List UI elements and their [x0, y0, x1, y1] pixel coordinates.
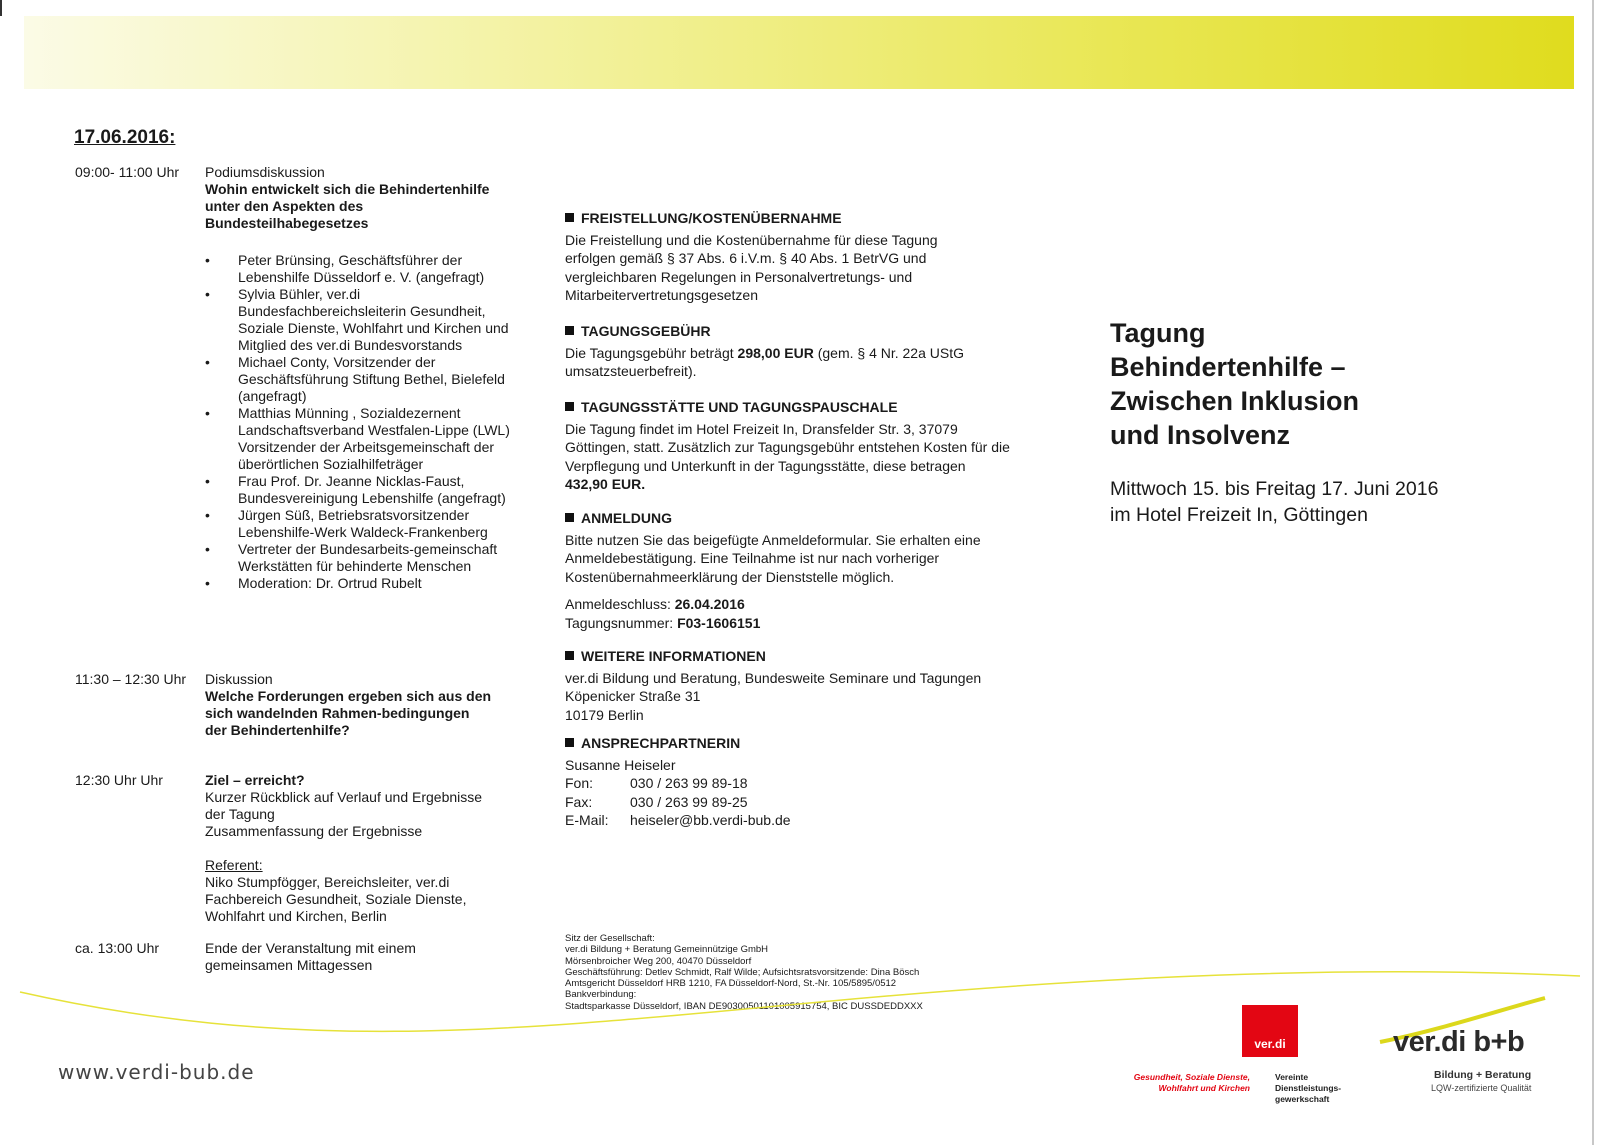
session-end: Ende der Veranstaltung mit einem gemeinsamen Mittagessen — [205, 940, 416, 973]
square-bullet-icon — [565, 213, 574, 222]
session-text: Kurzer Rückblick auf Verlauf und Ergebnisse der Tagung — [205, 789, 483, 822]
session-kind: Diskussion — [205, 671, 273, 687]
bb-tagline: Bildung + Beratung — [1434, 1069, 1532, 1081]
deadline: 26.04.2016 — [674, 596, 745, 612]
speaker-list — [205, 252, 515, 592]
session-time: ca. 13:00 Uhr — [75, 940, 160, 956]
footer-swoosh — [0, 950, 1600, 1060]
session-title: Wohin entwickelt sich die Behindertenhilfe unter den Aspekten des Bundesteilhabegesetzes — [205, 181, 490, 231]
square-bullet-icon — [565, 651, 574, 660]
list-item: • Michael Conty, Vorsitzender der Geschäftsführung Stiftung Bethel, Bielefeld (angefragt) — [205, 354, 515, 405]
section-heading: ANMELDUNG — [581, 510, 672, 526]
session-time: 12:30 Uhr Uhr — [75, 772, 163, 788]
section-text: Bitte nutzen Sie das beigefügte Anmeldeformular. Sie erhalten eine Anmeldebestätigung. Eine Teilnahme ist nur nach vorheriger Kostenübernahmeerklärung der Dienststelle möglich. — [565, 531, 981, 585]
phone: 030 / 263 99 89-18 — [630, 775, 748, 791]
section-heading: ANSPRECHPARTNERIN — [581, 735, 741, 751]
section-freistellung — [565, 209, 1025, 305]
referent-text: Niko Stumpfögger, Bereichsleiter, ver.di Fachbereich Gesundheit, Soziale Dienste, Wohlfahrt und Kirchen, Berlin — [205, 874, 467, 924]
list-item: • Vertreter der Bundesarbeits-gemeinschaft Werkstätten für behinderte Menschen — [205, 541, 515, 575]
session-kind: Podiumsdiskussion — [205, 164, 325, 180]
session-podium — [205, 164, 505, 232]
square-bullet-icon — [565, 402, 574, 411]
bb-certification: LQW-zertifizierte Qualität — [1431, 1083, 1532, 1093]
section-heading: TAGUNGSGEBÜHR — [581, 323, 711, 339]
verdi-union-name: Vereinte Dienstleistungs- gewerkschaft — [1275, 1072, 1342, 1104]
scan-edge-left — [0, 0, 2, 16]
square-bullet-icon — [565, 326, 574, 335]
list-item: • Moderation: Dr. Ortrud Rubelt — [205, 575, 515, 592]
event-number: F03-1606151 — [677, 614, 761, 631]
email-link[interactable]: heiseler@bb.verdi-bub.de — [630, 812, 791, 828]
list-item: • Matthias Münning , Sozialdezernent Landschaftsverband Westfalen-Lippe (LWL) Vorsitzender der Arbeitsgemeinschaft der überörtlichen Sozialhilfeträger — [205, 405, 515, 473]
fee-amount: 298,00 EUR — [737, 344, 814, 361]
list-item: • Jürgen Süß, Betriebsratsvorsitzender Lebenshilfe-Werk Waldeck-Frankenberg — [205, 507, 515, 541]
session-discussion — [205, 671, 495, 739]
section-heading: WEITERE INFORMATIONEN — [581, 648, 766, 664]
section-weitere: WEITERE INFORMATIONEN ver.di Bildung und Beratung, Bundesweite Seminare und Tagungen Köpenicker Straße 31 10179 Berlin — [565, 648, 982, 723]
agenda-date: 17.06.2016: — [74, 127, 176, 148]
session-title: Welche Forderungen ergeben sich aus den sich wandelnden Rahmen-bedingungen der Behindertenhilfe? — [205, 688, 492, 738]
contact-name: Susanne Heiseler — [565, 756, 676, 773]
list-item: • Sylvia Bühler, ver.di Bundesfachbereichsleiterin Gesundheit, Soziale Dienste, Wohlfahrt und Kirchen und Mitglied des ver.di Bundesvorstands — [205, 286, 515, 354]
session-goal — [205, 772, 505, 925]
website-link[interactable]: www.verdi-bub.de — [58, 1060, 255, 1084]
square-bullet-icon — [565, 738, 574, 747]
session-time: 09:00- 11:00 Uhr — [75, 164, 180, 180]
session-title: Ziel – erreicht? — [205, 772, 305, 788]
section-text: Die Freistellung und die Kostenübernahme für diese Tagung erfolgen gemäß § 37 Abs. 6 i.V.m. § 40 Abs. 1 BetrVG und vergleichbaren Regelungen in Personalvertretungs- und Mitarbeitervertretungsgesetzen — [565, 231, 938, 303]
session-time: 11:30 – 12:30 Uhr — [75, 671, 187, 687]
cover-subtitle: Mittwoch 15. bis Freitag 17. Juni 2016 im Hotel Freizeit In, Göttingen — [1110, 478, 1439, 526]
section-kontakt: ANSPRECHPARTNERIN Susanne Heiseler Fon: 030 / 263 99 89-18 Fax: 030 / 263 99 89-25 E-Mail: heiseler@bb.verdi-bub.de — [565, 734, 1025, 830]
section-heading: FREISTELLUNG/KOSTENÜBERNAHME — [581, 210, 842, 226]
header-banner — [24, 16, 1574, 89]
verdi-department: Gesundheit, Soziale Dienste, Wohlfahrt und Kirchen — [1133, 1072, 1250, 1093]
list-item: • Frau Prof. Dr. Jeanne Nicklas-Faust, Bundesvereinigung Lebenshilfe (angefragt) — [205, 473, 515, 507]
cover-title: Tagung Behindertenhilfe – Zwischen Inklusion und Insolvenz — [1110, 318, 1360, 450]
referent-label: Referent: — [205, 857, 263, 873]
fax: 030 / 263 99 89-25 — [630, 793, 748, 810]
section-anmeldung: ANMELDUNG Bitte nutzen Sie das beigefügte Anmeldeformular. Sie erhalten eine Anmeldebestätigung. Eine Teilnahme ist nur nach vorheriger Kostenübernahmeerklärung der Dienststelle möglich. Anmeldeschluss: 26.04.2016 Tagungsnummer: F03-1606151 — [565, 509, 1025, 632]
section-staette: TAGUNGSSTÄTTE UND TAGUNGSPAUSCHALE Die Tagung findet im Hotel Freizeit In, Dransfelder Str. 3, 37079 Göttingen, statt. Zusätzlich zur Tagungsgebühr entstehen Kosten für die Verpflegung und Unterkunft in der Tagungsstätte, diese betragen 432,90 EUR. — [565, 399, 1010, 492]
session-text: Zusammenfassung der Ergebnisse — [205, 823, 423, 839]
section-heading: TAGUNGSSTÄTTE UND TAGUNGSPAUSCHALE — [581, 399, 898, 415]
section-gebuehr: TAGUNGSGEBÜHR Die Tagungsgebühr beträgt 298,00 EUR (gem. § 4 Nr. 22a UStG umsatzsteuerbefreit). — [565, 323, 964, 379]
bb-logo: ver.di b+b — [1393, 1026, 1525, 1058]
imprint: Sitz der Gesellschaft: ver.di Bildung + Beratung Gemeinnützige GmbH Mörsenbroicher Weg 200, 40470 Düsseldorf Geschäftsführung: Detlev Schmidt, Ralf Wilde; Aufsichtsratsvorsitzende: Dina Bösch Amtsgericht Düsseldorf HRB 1210, FA Düsseldorf-Nord, St.-Nr. 105/5895/0512 Bankverbindung: Stadtsparkasse Düsseldorf, IBAN DE90300501101005915754, BIC DUSSDEDDXXX — [565, 933, 923, 1012]
verdi-logo: ver.di — [1242, 1005, 1298, 1057]
lodging-amount: 432,90 EUR. — [565, 476, 646, 492]
square-bullet-icon — [565, 513, 574, 522]
list-item: • Peter Brünsing, Geschäftsführer der Lebenshilfe Düsseldorf e. V. (angefragt) — [205, 252, 515, 286]
